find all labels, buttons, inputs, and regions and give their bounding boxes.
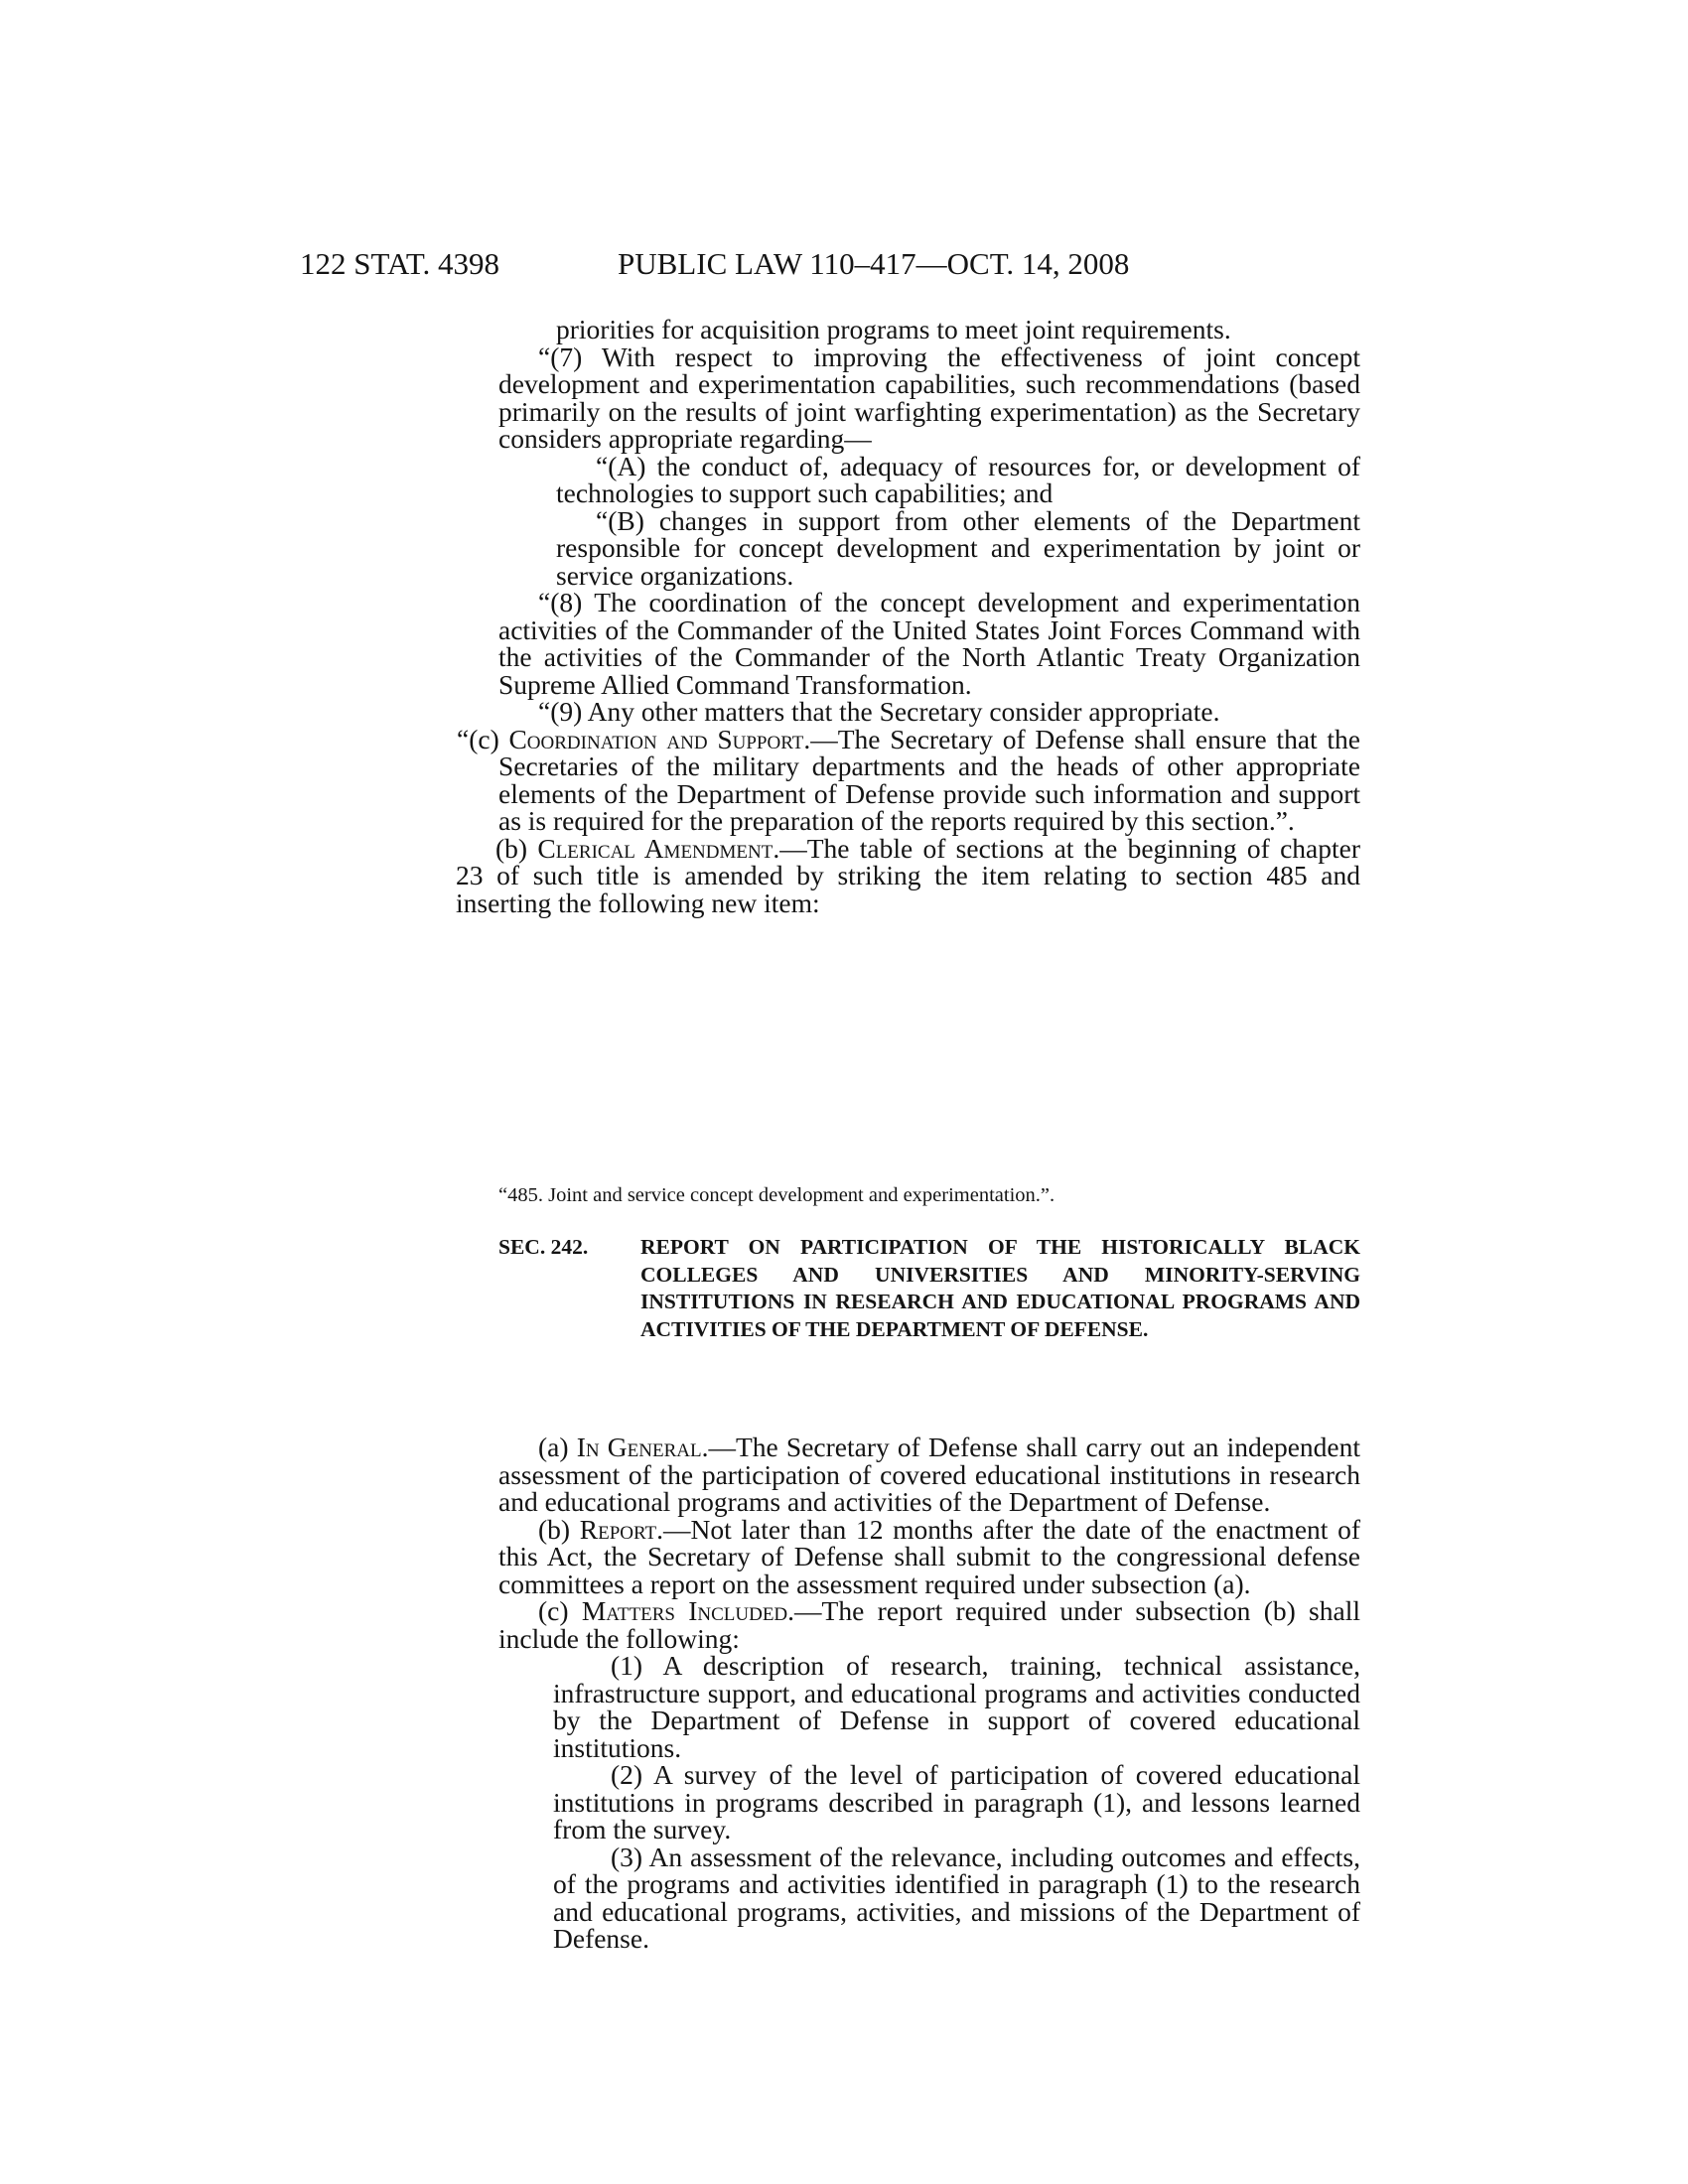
statute-page-number: 122 STAT. 4398 (300, 246, 500, 281)
subsection-b-clerical-amendment: (b) Clerical Amendment.—The table of sections at the beginning of chapter 23 of such title is amended by striking the item relating to section 485 and inserting the following new item: (456, 832, 1360, 918)
running-head: PUBLIC LAW 110–417—OCT. 14, 2008 (618, 246, 1130, 281)
section-number: SEC. 242. (498, 1235, 589, 1259)
subsection-c-coordination: “(c) Coordination and Support.—The Secretary of Defense shall ensure that the Secretaries of the military departments and the heads of other appropriate elements of the Department of Defense provide such information and support as is required for the preparation of the reports required by this section.”. (457, 723, 1360, 836)
subsection-c-matters-included: (c) Matters Included.—The report required under subsection (b) shall include the following: (498, 1595, 1360, 1654)
paragraph-3-assessment: (3) An assessment of the relevance, including outcomes and effects, of the programs and activities identified in paragraph (1) to the research and educational programs, activities, and missions of the Department of Defense. (553, 1841, 1360, 1954)
page-header (300, 246, 1221, 290)
section-title: REPORT ON PARTICIPATION OF THE HISTORICALLY BLACK COLLEGES AND UNIVERSITIES AND MINORITY-SERVING INSTITUTIONS IN RESEARCH AND EDUCATIONAL PROGRAMS AND ACTIVITIES OF THE DEPARTMENT OF DEFENSE. (640, 1235, 1360, 1341)
paragraph-7-a: “(A) the conduct of, adequacy of resources for, or development of technologies to support such capabilities; and (556, 450, 1360, 508)
subsection-b-report: (b) Report.—Not later than 12 months after the date of the enactment of this Act, the Secretary of Defense shall submit to the congressional defense committees a report on the assessment required under subsection (a). (498, 1513, 1360, 1599)
paragraph-continuation: priorities for acquisition programs to meet joint requirements. (556, 314, 1231, 344)
table-of-sections-item: “485. Joint and service concept development and experimentation.”. (498, 1184, 1055, 1206)
paragraph-2-survey: (2) A survey of the level of participation of covered educational institutions in programs described in paragraph (1), and lessons learned from the survey. (553, 1759, 1360, 1844)
section-242-heading (498, 1234, 1360, 1343)
paragraph-9: “(9) Any other matters that the Secretary consider appropriate. (538, 696, 1220, 727)
paragraph-1-description: (1) A description of research, training, technical assistance, infrastructure support, and educational programs and activities conducted by the Department of Defense in support of covered educational institutions. (553, 1650, 1360, 1763)
body-text-lower (498, 1433, 1360, 1953)
paragraph-8: “(8) The coordination of the concept development and experimentation activities of the Commander of the United States Joint Forces Command with the activities of the Commander of the North Atlantic Treaty Organization Supreme Allied Command Transformation. (498, 587, 1360, 700)
body-text-upper (456, 314, 1360, 918)
subsection-a-in-general: (a) In General.—The Secretary of Defense shall carry out an independent assessment of the participation of covered educational institutions in research and educational programs and activities of the Department of Defense. (498, 1432, 1361, 1517)
paragraph-7-b: “(B) changes in support from other elements of the Department responsible for concept development and experimentation by joint or service organizations. (556, 504, 1360, 591)
paragraph-7: “(7) With respect to improving the effectiveness of joint concept development and experimentation capabilities, such recommendations (based primarily on the results of joint warfighting experimentation) as the Secretary considers appropriate regarding— (498, 341, 1360, 454)
